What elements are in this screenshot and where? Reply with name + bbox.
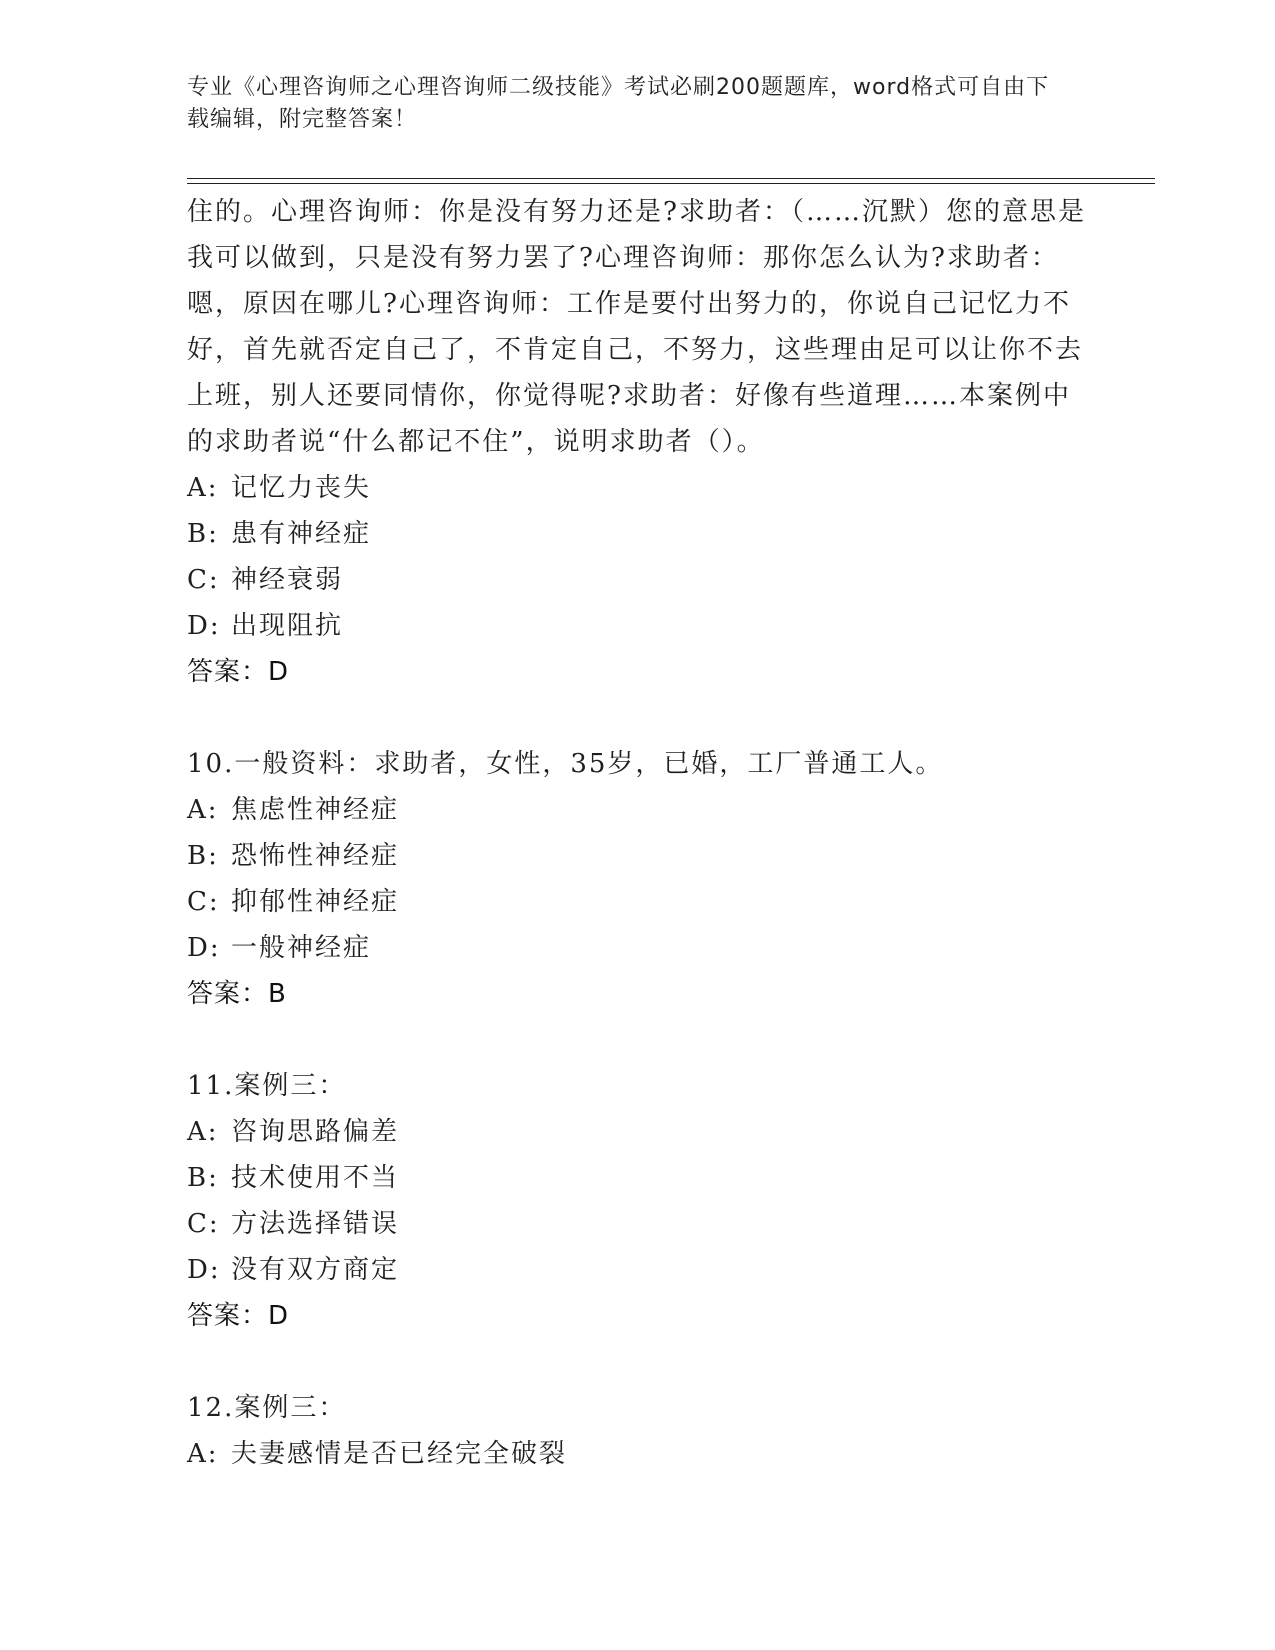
question-block-12 xyxy=(187,1385,1087,1477)
question-stem: 11.案例三： xyxy=(187,1071,347,1101)
option-d: D: 一般神经症 xyxy=(187,933,372,963)
option-c: C: 方法选择错误 xyxy=(187,1209,400,1239)
option-a: A: 记忆力丧失 xyxy=(187,473,372,503)
question-block-9 xyxy=(187,189,1087,695)
header-divider-bottom xyxy=(187,183,1155,184)
answer-line: 答案：B xyxy=(187,979,287,1009)
option-b: B: 患有神经症 xyxy=(187,519,372,549)
option-d: D: 出现阻抗 xyxy=(187,611,344,641)
option-c: C: 抑郁性神经症 xyxy=(187,887,400,917)
header-divider-top xyxy=(187,178,1155,179)
option-b: B: 恐怖性神经症 xyxy=(187,841,400,871)
option-b: B: 技术使用不当 xyxy=(187,1163,400,1193)
option-a: A: 焦虑性神经症 xyxy=(187,795,400,825)
header-title: 专业《心理咨询师之心理咨询师二级技能》考试必刷200题题库，word格式可自由下载编辑，附完整答案！ xyxy=(187,75,1050,132)
document-header xyxy=(187,72,1067,136)
option-d: D: 没有双方商定 xyxy=(187,1255,400,1285)
question-list xyxy=(187,189,1087,1477)
question-stem: 住的。心理咨询师：你是没有努力还是?求助者：（……沉默）您的意思是我可以做到，只是没有努力罢了?心理咨询师：那你怎么认为?求助者：嗯，原因在哪儿?心理咨询师：工作是要付出努力的，你说自己记忆力不好，首先就否定自己了，不肯定自己，不努力，这些理由足可以让你不去上班，别人还要同情你，你觉得呢?求助者：好像有些道理……本案例中的求助者说“什么都记不住”，说明求助者（）。 xyxy=(187,197,1086,457)
answer-line: 答案：D xyxy=(187,1301,290,1331)
question-stem: 12.案例三： xyxy=(187,1393,347,1423)
option-a: A: 夫妻感情是否已经完全破裂 xyxy=(187,1439,568,1469)
option-a: A: 咨询思路偏差 xyxy=(187,1117,400,1147)
answer-line: 答案：D xyxy=(187,657,290,687)
question-block-11 xyxy=(187,1063,1087,1339)
question-block-10 xyxy=(187,741,1087,1017)
question-stem: 10.一般资料：求助者，女性，35岁，已婚，工厂普通工人。 xyxy=(187,749,944,779)
option-c: C: 神经衰弱 xyxy=(187,565,344,595)
